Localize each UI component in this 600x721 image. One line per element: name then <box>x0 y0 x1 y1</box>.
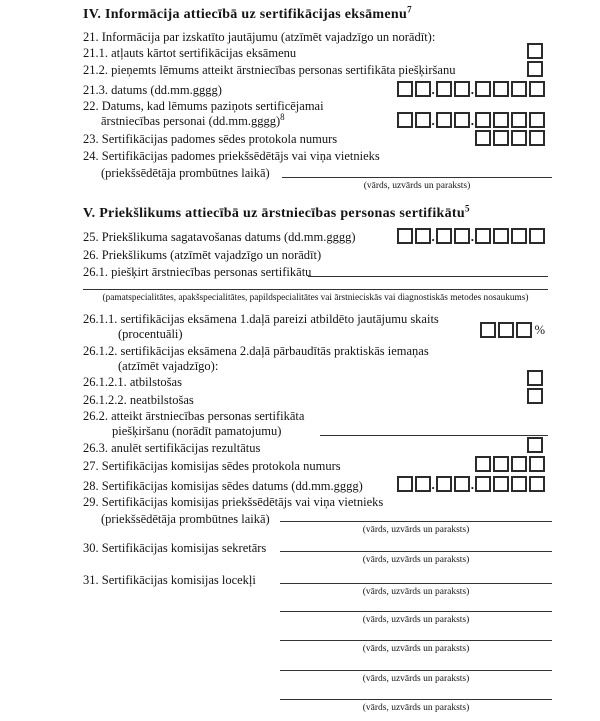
checkbox-26-1-2-2[interactable] <box>527 388 543 404</box>
digit-box[interactable] <box>516 322 532 338</box>
signature-caption-29: (vārds, uzvārds un paraksts) <box>362 525 470 535</box>
item-26-3-label: 26.3. anulēt sertifikācijas rezultātus <box>83 441 261 455</box>
date-separator: . <box>470 82 474 97</box>
item-26-1-2-2-label: 26.1.2.2. neatbilstošas <box>83 393 194 407</box>
signature-line-31-4[interactable] <box>280 670 552 671</box>
date-separator: . <box>470 229 474 244</box>
digit-box[interactable] <box>436 476 452 492</box>
digit-box[interactable] <box>475 112 491 128</box>
date-separator: . <box>470 113 474 128</box>
item-26-2-label-line2: piešķiršanu (norādīt pamatojumu) <box>112 424 282 438</box>
signature-line-31-2[interactable] <box>280 611 552 612</box>
digit-box[interactable] <box>415 476 431 492</box>
digit-box[interactable] <box>529 228 545 244</box>
fill-line-26-1-continued[interactable] <box>83 289 548 290</box>
item-30-label: 30. Sertifikācijas komisijas sekretārs <box>83 541 267 555</box>
digit-box[interactable] <box>454 228 470 244</box>
item-26-2-label-line1: 26.2. atteikt ārstniecības personas sertifikāta <box>83 409 305 423</box>
digit-box[interactable] <box>415 81 431 97</box>
signature-caption-31-3: (vārds, uzvārds un paraksts) <box>362 644 470 654</box>
signature-caption-30: (vārds, uzvārds un paraksts) <box>362 555 470 565</box>
fill-line-26-2[interactable] <box>320 435 548 436</box>
digit-box[interactable] <box>454 112 470 128</box>
item-21-1-label: 21.1. atļauts kārtot sertifikācijas eksāmenu <box>83 46 297 60</box>
date-separator: . <box>431 82 435 97</box>
item-22-footnote: 8 <box>280 111 285 122</box>
signature-line-30[interactable] <box>280 551 552 552</box>
digit-box[interactable] <box>475 81 491 97</box>
checkbox-26-1-2-1[interactable] <box>527 370 543 386</box>
item-28-label: 28. Sertifikācijas komisijas sēdes datums (dd.mm.gggg) <box>83 479 363 493</box>
digit-box[interactable] <box>397 112 413 128</box>
signature-line-29[interactable] <box>280 521 552 522</box>
fill-line-26-1[interactable] <box>308 276 548 277</box>
item-26-1-label: 26.1. piešķirt ārstniecības personas sertifikātu <box>83 265 312 279</box>
specialty-caption: (pamatspecialitātes, apakšspecialitātes, papildspecialitātes vai ārstnieciskās vai diagnostiskās metodes nosaukums) <box>102 293 529 303</box>
digit-box[interactable] <box>511 81 527 97</box>
section-5-heading <box>83 203 470 222</box>
signature-line-31-3[interactable] <box>280 640 552 641</box>
digit-box[interactable] <box>480 322 496 338</box>
digit-box[interactable] <box>436 112 452 128</box>
item-24-label-line2: (priekšsēdētāja prombūtnes laikā) <box>101 166 270 180</box>
signature-line-31-1[interactable] <box>280 583 552 584</box>
digit-box[interactable] <box>415 112 431 128</box>
signature-caption-31-5: (vārds, uzvārds un paraksts) <box>362 703 470 713</box>
digit-box[interactable] <box>436 81 452 97</box>
date-separator: . <box>431 477 435 492</box>
item-21-3-label: 21.3. datums (dd.mm.gggg) <box>83 83 222 97</box>
date-input-25 <box>397 227 546 245</box>
digit-box[interactable] <box>475 476 491 492</box>
item-29-label-line1: 29. Sertifikācijas komisijas priekšsēdētājs vai viņa vietnieks <box>83 495 384 509</box>
date-input-28 <box>397 475 546 493</box>
item-26-1-2-1-label: 26.1.2.1. atbilstošas <box>83 375 182 389</box>
percent-boxes-26-1-1 <box>480 321 545 339</box>
protocol-number-boxes-27 <box>475 455 545 473</box>
digit-box[interactable] <box>511 456 527 472</box>
digit-box[interactable] <box>415 228 431 244</box>
signature-line-24[interactable] <box>282 177 552 178</box>
signature-caption-24: (vārds, uzvārds un paraksts) <box>363 181 471 191</box>
digit-box[interactable] <box>475 456 491 472</box>
section-4-heading-text: IV. Informācija attiecībā uz sertifikācijas eksāmenu <box>83 7 408 22</box>
signature-caption-31-4: (vārds, uzvārds un paraksts) <box>362 674 470 684</box>
digit-box[interactable] <box>529 476 545 492</box>
section-4-heading-footnote: 7 <box>407 4 412 15</box>
digit-box[interactable] <box>493 130 509 146</box>
item-26-1-1-label-line2: (procentuāli) <box>118 327 183 341</box>
item-23-label: 23. Sertifikācijas padomes sēdes protokola numurs <box>83 132 338 146</box>
item-24-label-line1: 24. Sertifikācijas padomes priekšsēdētājs vai viņa vietnieks <box>83 149 380 163</box>
digit-box[interactable] <box>397 476 413 492</box>
digit-box[interactable] <box>397 228 413 244</box>
item-26-label: 26. Priekšlikums (atzīmēt vajadzīgo un norādīt) <box>83 248 322 262</box>
digit-box[interactable] <box>493 228 509 244</box>
digit-box[interactable] <box>511 112 527 128</box>
checkbox-21-2[interactable] <box>527 61 543 77</box>
item-21-label: 21. Informācija par izskatīto jautājumu (atzīmēt vajadzīgo un norādīt): <box>83 30 436 44</box>
digit-box[interactable] <box>529 81 545 97</box>
item-26-1-1-label-line1: 26.1.1. sertifikācijas eksāmena 1.daļā pareizi atbildēto jautājumu skaits <box>83 312 439 326</box>
item-22-label-line2-text: ārstniecības personai (dd.mm.gggg) <box>101 114 281 128</box>
digit-box[interactable] <box>529 112 545 128</box>
checkbox-26-3[interactable] <box>527 437 543 453</box>
item-29-label-line2: (priekšsēdētāja prombūtnes laikā) <box>101 512 270 526</box>
digit-box[interactable] <box>511 228 527 244</box>
date-separator: . <box>431 229 435 244</box>
digit-box[interactable] <box>511 476 527 492</box>
item-25-label: 25. Priekšlikuma sagatavošanas datums (dd.mm.gggg) <box>83 230 356 244</box>
digit-box[interactable] <box>498 322 514 338</box>
digit-box[interactable] <box>493 456 509 472</box>
item-26-1-2-label-line2: (atzīmēt vajadzīgo): <box>118 359 219 373</box>
signature-line-31-5[interactable] <box>280 699 552 700</box>
digit-box[interactable] <box>454 81 470 97</box>
protocol-number-boxes-23 <box>475 129 545 147</box>
signature-caption-31-2: (vārds, uzvārds un paraksts) <box>362 615 470 625</box>
date-input-22 <box>397 111 546 129</box>
section-5-heading-footnote: 5 <box>464 203 470 214</box>
item-27-label: 27. Sertifikācijas komisijas sēdes protokola numurs <box>83 459 341 473</box>
signature-caption-31-1: (vārds, uzvārds un paraksts) <box>362 587 470 597</box>
digit-box[interactable] <box>493 476 509 492</box>
digit-box[interactable] <box>493 81 509 97</box>
digit-box[interactable] <box>511 130 527 146</box>
section-4-heading <box>83 4 412 23</box>
date-separator: . <box>431 113 435 128</box>
date-input-21-3 <box>397 80 546 98</box>
digit-box[interactable] <box>397 81 413 97</box>
percent-sign: % <box>534 322 545 337</box>
digit-box[interactable] <box>493 112 509 128</box>
date-separator: . <box>470 477 474 492</box>
digit-box[interactable] <box>454 476 470 492</box>
digit-box[interactable] <box>436 228 452 244</box>
item-26-1-2-label-line1: 26.1.2. sertifikācijas eksāmena 2.daļā pārbaudītās praktiskās iemaņas <box>83 344 429 358</box>
item-22-label-line2 <box>101 111 285 129</box>
digit-box[interactable] <box>475 130 491 146</box>
item-31-label: 31. Sertifikācijas komisijas locekļi <box>83 573 256 587</box>
item-22-label-line1: 22. Datums, kad lēmums paziņots sertificējamai <box>83 99 324 113</box>
section-5-heading-text: V. Priekšlikums attiecībā uz ārstniecības personas sertifikātu <box>83 206 465 221</box>
digit-box[interactable] <box>529 456 545 472</box>
digit-box[interactable] <box>529 130 545 146</box>
checkbox-21-1[interactable] <box>527 43 543 59</box>
digit-box[interactable] <box>475 228 491 244</box>
item-21-2-label: 21.2. pieņemts lēmums atteikt ārstniecības personas sertifikāta piešķiršanu <box>83 63 456 77</box>
